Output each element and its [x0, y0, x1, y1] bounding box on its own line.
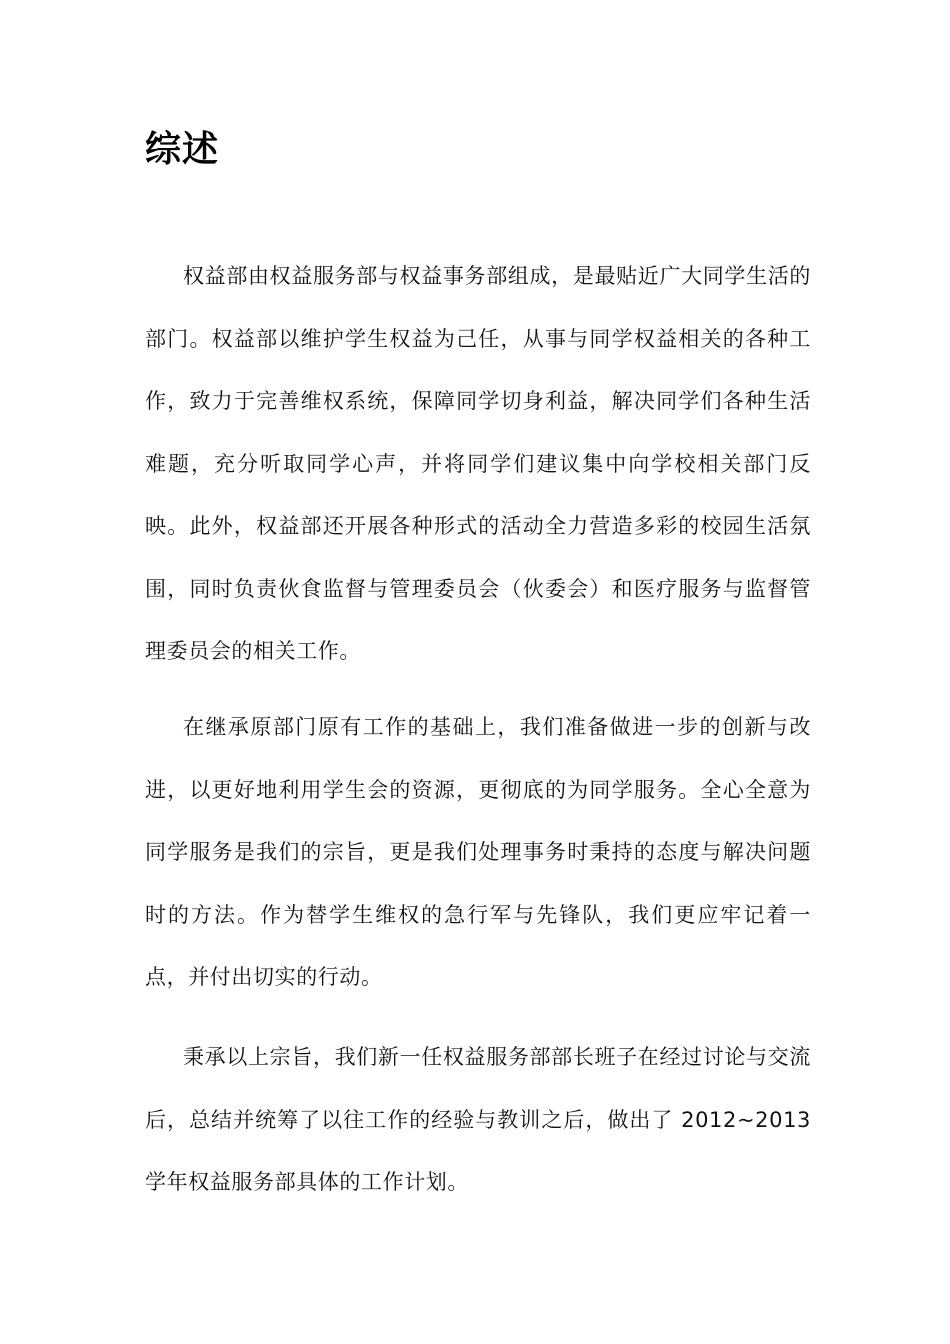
page-title: 综述	[145, 129, 220, 170]
paragraph-plan: 秉承以上宗旨，我们新一任权益服务部部长班子在经过讨论与交流后，总结并统筹了以往工作的经验与教训之后，做出了 2012~2013 学年权益服务部具体的工作计划。	[145, 1045, 811, 1194]
paragraph-overview: 权益部由权益服务部与权益事务部组成，是最贴近广大同学生活的部门。权益部以维护学生权益为己任，从事与同学权益相关的各种工作，致力于完善维权系统，保障同学切身利益，解决同学们各种生活难题，充分听取同学心声，并将同学们建议集中向学校相关部门反映。此外，权益部还开展各种形式的活动全力营造多彩的校园生活氛围，同时负责伙食监督与管理委员会（伙委会）和医疗服务与监督管理委员会的相关工作。	[145, 264, 811, 663]
paragraph-mission: 在继承原部门原有工作的基础上，我们准备做进一步的创新与改进，以更好地利用学生会的资源，更彻底的为同学服务。全心全意为同学服务是我们的宗旨，更是我们处理事务时秉持的态度与解决问题时的方法。作为替学生维权的急行军与先锋队，我们更应牢记着一点，并付出切实的行动。	[145, 715, 811, 989]
